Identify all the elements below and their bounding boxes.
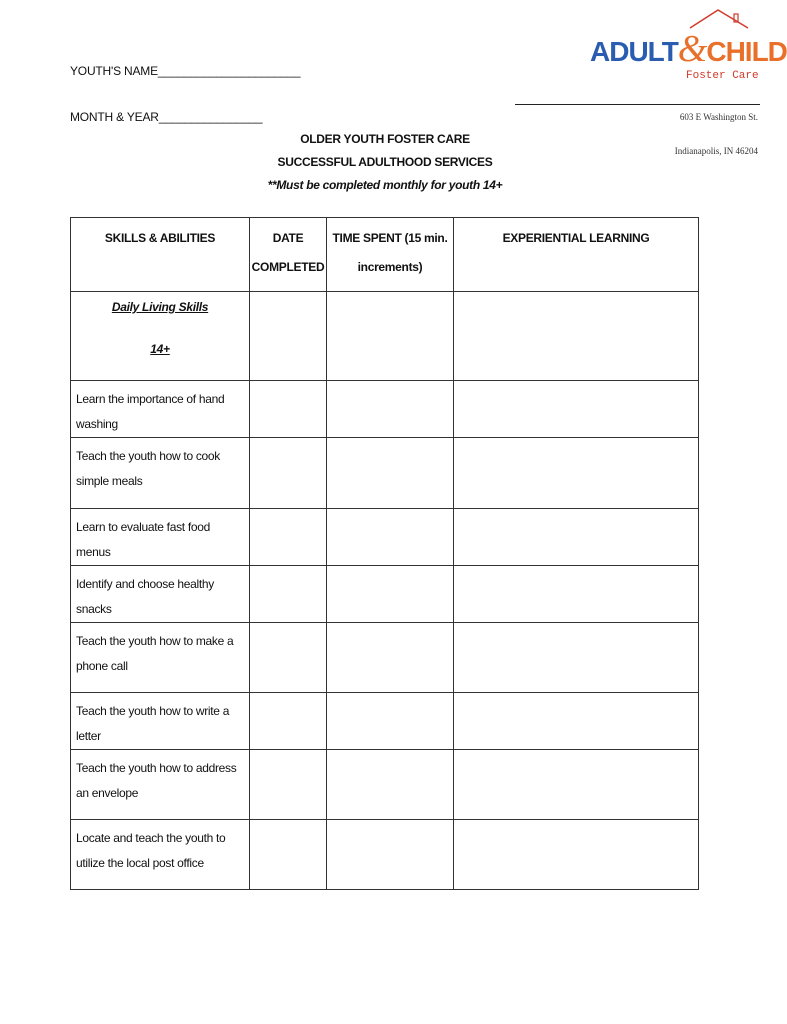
skill-label: Teach the youth how to cook simple meals xyxy=(71,438,250,509)
skill-label: Teach the youth how to make a phone call xyxy=(71,623,250,693)
month-year-field[interactable] xyxy=(70,110,262,124)
page-subtitle: **Must be completed monthly for youth 14+ xyxy=(267,178,503,192)
time-cell[interactable] xyxy=(327,623,454,693)
address-city: Indianapolis, IN 46204 xyxy=(674,146,758,156)
experiential-cell[interactable] xyxy=(454,566,699,623)
logo-wordmark xyxy=(590,28,787,70)
address-street: 603 E Washington St. xyxy=(679,112,758,122)
table-row xyxy=(71,438,699,509)
time-cell[interactable] xyxy=(327,381,454,438)
skill-label: Locate and teach the youth to utilize the local post office xyxy=(71,820,250,890)
date-cell[interactable] xyxy=(250,820,327,890)
experiential-cell[interactable] xyxy=(454,381,699,438)
table-row xyxy=(71,381,699,438)
table-row xyxy=(71,750,699,820)
table-row xyxy=(71,566,699,623)
logo-adult: ADULT xyxy=(590,36,678,67)
youth-name-label: YOUTH'S NAME xyxy=(70,64,158,78)
time-cell[interactable] xyxy=(327,509,454,566)
page-title: OLDER YOUTH FOSTER CARE xyxy=(300,132,470,146)
date-cell[interactable] xyxy=(250,381,327,438)
date-cell[interactable] xyxy=(250,693,327,750)
month-year-line: ________________ xyxy=(158,110,263,124)
skill-label: Teach the youth how to address an envelope xyxy=(71,750,250,820)
page-title-line2: SUCCESSFUL ADULTHOOD SERVICES xyxy=(277,155,493,169)
time-cell[interactable] xyxy=(327,820,454,890)
table-header-row xyxy=(71,218,699,292)
adult-child-logo xyxy=(590,6,787,88)
time-cell[interactable] xyxy=(327,693,454,750)
section-age: 14+ xyxy=(150,342,170,356)
table-row xyxy=(71,623,699,693)
skills-table xyxy=(70,217,699,890)
logo-foster-care: Foster Care xyxy=(686,70,759,82)
skill-label: Learn the importance of hand washing xyxy=(71,381,250,438)
header-skills: SKILLS & ABILITIES xyxy=(71,218,250,292)
date-cell[interactable] xyxy=(250,623,327,693)
time-cell[interactable] xyxy=(327,566,454,623)
logo-divider xyxy=(515,104,760,105)
youth-name-line: ______________________ xyxy=(157,64,301,78)
section-title: Daily Living Skills xyxy=(111,300,209,314)
experiential-cell[interactable] xyxy=(454,509,699,566)
header-date-completed: DATE COMPLETED xyxy=(250,218,327,292)
experiential-cell[interactable] xyxy=(454,693,699,750)
date-cell[interactable] xyxy=(250,438,327,509)
table-row xyxy=(71,693,699,750)
skill-label: Teach the youth how to write a letter xyxy=(71,693,250,750)
experiential-cell[interactable] xyxy=(454,750,699,820)
section-row xyxy=(71,292,699,381)
logo-ampersand: & xyxy=(677,28,707,70)
logo-child: CHILD xyxy=(706,36,787,67)
section-title-cell xyxy=(71,292,250,381)
skill-label: Identify and choose healthy snacks xyxy=(71,566,250,623)
table-row xyxy=(71,820,699,890)
date-cell[interactable] xyxy=(250,509,327,566)
date-cell[interactable] xyxy=(250,566,327,623)
time-cell[interactable] xyxy=(327,292,454,381)
table-row xyxy=(71,509,699,566)
date-cell[interactable] xyxy=(250,750,327,820)
experiential-cell[interactable] xyxy=(454,820,699,890)
time-cell[interactable] xyxy=(327,750,454,820)
skill-label: Learn to evaluate fast food menus xyxy=(71,509,250,566)
experiential-cell[interactable] xyxy=(454,623,699,693)
experiential-cell[interactable] xyxy=(454,438,699,509)
date-cell[interactable] xyxy=(250,292,327,381)
header-experiential-learning: EXPERIENTIAL LEARNING xyxy=(454,218,699,292)
time-cell[interactable] xyxy=(327,438,454,509)
experiential-cell[interactable] xyxy=(454,292,699,381)
header-time-spent: TIME SPENT (15 min. increments) xyxy=(327,218,454,292)
month-year-label: MONTH & YEAR xyxy=(70,110,159,124)
youth-name-field[interactable] xyxy=(70,64,300,78)
